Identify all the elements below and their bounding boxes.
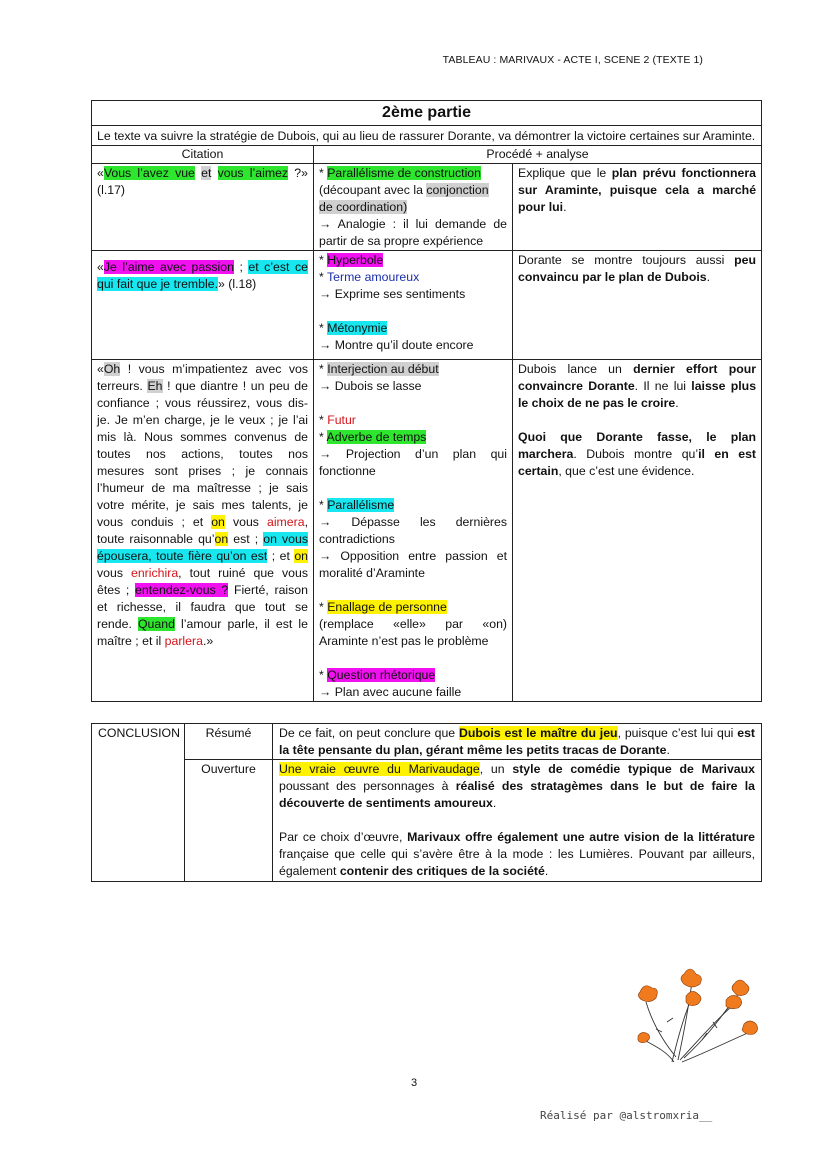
text-segment: , que c’est une évidence. xyxy=(558,464,695,478)
text-segment: .» xyxy=(202,634,214,648)
highlighted-text: entendez-vous ? xyxy=(135,583,229,597)
text-segment: est ; xyxy=(228,532,264,546)
text-segment: * xyxy=(319,413,328,427)
text-segment: . xyxy=(563,200,567,214)
text-segment: il en est certain xyxy=(518,447,757,478)
text-segment: ! vous m’impatientez avec vos terreurs. xyxy=(97,362,308,393)
conclusion-label: CONCLUSION xyxy=(92,724,185,882)
text-segment: style de comédie typique de Marivaux xyxy=(512,762,755,776)
column-header-citation: Citation xyxy=(92,146,314,164)
analyse-cell xyxy=(513,251,762,360)
text-line xyxy=(279,761,755,812)
text-segment: → Projection d’un plan qui fonctionne xyxy=(319,447,507,478)
text-segment: Quoi que Dorante fasse, le plan marchera xyxy=(518,430,757,461)
citation-cell xyxy=(92,360,314,702)
procede-cell xyxy=(314,360,513,702)
text-segment: ; xyxy=(233,260,249,274)
text-line xyxy=(319,667,507,684)
text-line xyxy=(319,616,507,650)
text-line xyxy=(319,182,507,199)
text-segment: contenir des critiques de la société xyxy=(339,864,545,878)
resume-text xyxy=(273,724,762,760)
text-segment: → Opposition entre passion et moralité d’Araminte xyxy=(319,549,507,580)
highlighted-text: Oh xyxy=(103,362,121,376)
text-segment: vous xyxy=(97,566,131,580)
text-segment: . xyxy=(544,864,549,878)
highlighted-text: et c’est ce qui fait que je tremble. xyxy=(97,260,308,291)
page-number: 3 xyxy=(410,1077,418,1089)
blank-line xyxy=(279,812,755,829)
procede-cell xyxy=(314,251,513,360)
colored-text: Futur xyxy=(327,413,356,427)
citation-cell xyxy=(92,251,314,360)
text-segment: Explique que le xyxy=(518,166,612,180)
text-segment: . Dubois montre qu’ xyxy=(573,447,699,461)
text-segment: « xyxy=(97,260,104,274)
highlighted-text: Dubois est le maître du jeu xyxy=(458,726,618,740)
text-segment: , toute raisonnable qu’ xyxy=(97,515,308,546)
text-segment: Par ce choix d’œuvre, xyxy=(279,830,408,844)
text-segment: l’amour parle, il est le maître ; et il xyxy=(97,617,308,648)
text-segment: « xyxy=(97,362,104,376)
highlighted-text: Interjection au début xyxy=(327,362,439,376)
text-line xyxy=(319,199,507,216)
text-segment: → Dépasse les dernières contradictions xyxy=(319,515,507,546)
author-credit: Réalisé par @alstromxria__ xyxy=(540,1109,713,1122)
text-segment: peu convaincu par le plan de Dubois xyxy=(518,253,757,284)
text-segment xyxy=(211,166,217,180)
conclusion-table xyxy=(91,723,762,882)
highlighted-text: Quand xyxy=(137,617,175,631)
text-line xyxy=(319,599,507,616)
text-segment: . xyxy=(675,396,679,410)
highlighted-text: Parallélisme xyxy=(327,498,395,512)
text-segment: * xyxy=(319,253,328,267)
blank-line xyxy=(518,412,756,429)
text-segment: poussant des personnages à xyxy=(279,779,456,793)
blank-line xyxy=(319,480,507,497)
text-line xyxy=(319,412,507,429)
text-segment: ?» (l.17) xyxy=(97,166,308,197)
flower-illustration-icon xyxy=(632,962,762,1067)
ouverture-label: Ouverture xyxy=(185,760,273,882)
colored-text: Terme amoureux xyxy=(326,270,420,284)
text-line xyxy=(319,684,507,701)
text-segment: Dubois lance un xyxy=(518,362,634,376)
text-segment: . Il ne lui xyxy=(634,379,692,393)
blank-line xyxy=(319,582,507,599)
text-segment: * xyxy=(319,270,327,284)
highlighted-text: on xyxy=(294,549,309,563)
text-line xyxy=(319,216,507,250)
text-line xyxy=(518,252,756,286)
text-line xyxy=(319,286,507,303)
highlighted-text: on xyxy=(214,532,229,546)
text-segment: → Exprime ses sentiments xyxy=(319,287,466,301)
text-segment: → Dubois se lasse xyxy=(319,379,422,393)
intro-text: Le texte va suivre la stratégie de Dubois, qui au lieu de rassurer Dorante, va démontrer la victoire certaines sur Araminte. xyxy=(92,126,762,146)
text-segment: vous xyxy=(224,515,267,529)
text-segment: est la tête pensante du plan, gérant même les petits tracas de Dorante xyxy=(279,726,756,757)
text-segment: . xyxy=(666,743,670,757)
text-line xyxy=(319,269,507,286)
text-segment: → Analogie : il lui demande de partir de sa propre expérience xyxy=(319,217,507,248)
procede-cell xyxy=(314,164,513,251)
highlighted-text: Adverbe de temps xyxy=(326,430,427,444)
text-segment: * xyxy=(319,498,328,512)
highlighted-text: vous l’aimez xyxy=(217,166,289,180)
resume-label: Résumé xyxy=(185,724,273,760)
text-segment: « xyxy=(97,166,104,180)
text-line xyxy=(518,361,756,412)
text-segment: → Plan avec aucune faille xyxy=(319,685,462,699)
text-line xyxy=(319,548,507,582)
text-line xyxy=(319,361,507,378)
text-line xyxy=(319,337,507,354)
text-line xyxy=(279,829,755,880)
highlighted-text: Enallage de personne xyxy=(327,600,447,614)
document-header: TABLEAU : MARIVAUX - ACTE I, SCENE 2 (TEXTE 1) xyxy=(442,54,703,66)
text-segment: , tout ruiné que vous êtes ; xyxy=(97,566,308,597)
text-segment: * xyxy=(319,321,328,335)
text-line xyxy=(319,378,507,395)
text-segment: Dorante se montre toujours aussi xyxy=(518,253,735,267)
analyse-cell xyxy=(513,360,762,702)
blank-line xyxy=(319,395,507,412)
text-line xyxy=(319,514,507,548)
highlighted-text: Hyperbole xyxy=(327,253,384,267)
highlighted-text: Une vraie œuvre du Marivaudage xyxy=(279,762,480,776)
highlighted-text: Parallélisme de construction xyxy=(327,166,481,180)
text-segment: , un xyxy=(479,762,513,776)
text-segment: . xyxy=(492,796,497,810)
text-line xyxy=(279,725,755,759)
colored-text: parlera xyxy=(164,634,203,648)
text-segment: (remplace «elle» par «on) Araminte n’est pas le problème xyxy=(319,617,507,648)
text-segment: française que celle qui s’avère être à la mode : les Lumières. Pouvant par ailleurs, également xyxy=(279,847,755,878)
ouverture-text xyxy=(273,760,762,882)
text-segment: Marivaux offre également une autre vision de la littérature xyxy=(407,830,755,844)
analyse-cell xyxy=(513,164,762,251)
colored-text: aimera xyxy=(266,515,305,529)
text-segment: * xyxy=(319,430,327,444)
citation-cell xyxy=(92,164,314,251)
highlighted-text: et xyxy=(201,166,212,180)
blank-line xyxy=(319,303,507,320)
text-line xyxy=(319,165,507,182)
text-segment: → Montre qu’il doute encore xyxy=(319,338,474,352)
colored-text: enrichira xyxy=(131,566,179,580)
table-row xyxy=(92,251,762,360)
table-row xyxy=(92,164,762,251)
text-line xyxy=(518,165,756,216)
text-segment: laisse plus le choix de ne pas le croire xyxy=(518,379,757,410)
text-segment: , puisque c’est lui qui xyxy=(617,726,738,740)
column-header-procede: Procédé + analyse xyxy=(314,146,762,164)
table-row xyxy=(92,360,762,702)
blank-line xyxy=(319,650,507,667)
highlighted-text: de coordination) xyxy=(319,200,408,214)
highlighted-text: on xyxy=(211,515,225,529)
text-segment: dernier effort pour convaincre Dorante xyxy=(518,362,757,393)
text-line xyxy=(319,320,507,337)
text-segment: (découpant avec la xyxy=(319,183,427,197)
highlighted-text: Métonymie xyxy=(327,321,388,335)
text-segment: ; et xyxy=(267,549,295,563)
highlighted-text: Question rhétorique xyxy=(327,668,436,682)
text-segment: réalisé des stratagèmes dans le but de faire la découverte de sentiments amoureux xyxy=(279,779,756,810)
text-segment: * xyxy=(319,668,328,682)
text-line xyxy=(319,497,507,514)
analysis-table xyxy=(91,100,762,702)
text-line xyxy=(319,429,507,446)
text-line xyxy=(518,429,756,480)
text-segment: * xyxy=(319,166,328,180)
highlighted-text: Vous l’avez vue xyxy=(103,166,195,180)
text-segment: * xyxy=(319,362,328,376)
text-segment: » (l.18) xyxy=(218,277,257,291)
text-line xyxy=(319,252,507,269)
highlighted-text: conjonction xyxy=(426,183,489,197)
text-segment: * xyxy=(319,600,328,614)
highlighted-text: Eh xyxy=(147,379,163,393)
text-segment: . xyxy=(706,270,711,284)
text-segment: ! que diantre ! un peu de confiance ; vous réussirez, vous dis-je. Je m’en charge, je le veux ; je l’ai mis là. Nous sommes convenus de toutes nos actions, toutes nos mesures sont prises ; je connais l’humeur de ma maîtresse ; je sais votre mérite, je sais mes talents, je vous conduis ; et xyxy=(97,379,308,529)
highlighted-text: Je l’aime avec passion xyxy=(103,260,234,274)
text-segment: plan prévu fonctionnera sur Araminte, puisque cela a marché pour lui xyxy=(518,166,757,214)
text-segment: Fierté, raison et richesse, il faudra que tout se rende. xyxy=(97,583,308,631)
part-title: 2ème partie xyxy=(92,101,762,126)
text-segment: De ce fait, on peut conclure que xyxy=(279,726,459,740)
highlighted-text: on vous épousera, toute fière qu’on est xyxy=(97,532,308,563)
text-line xyxy=(319,446,507,480)
